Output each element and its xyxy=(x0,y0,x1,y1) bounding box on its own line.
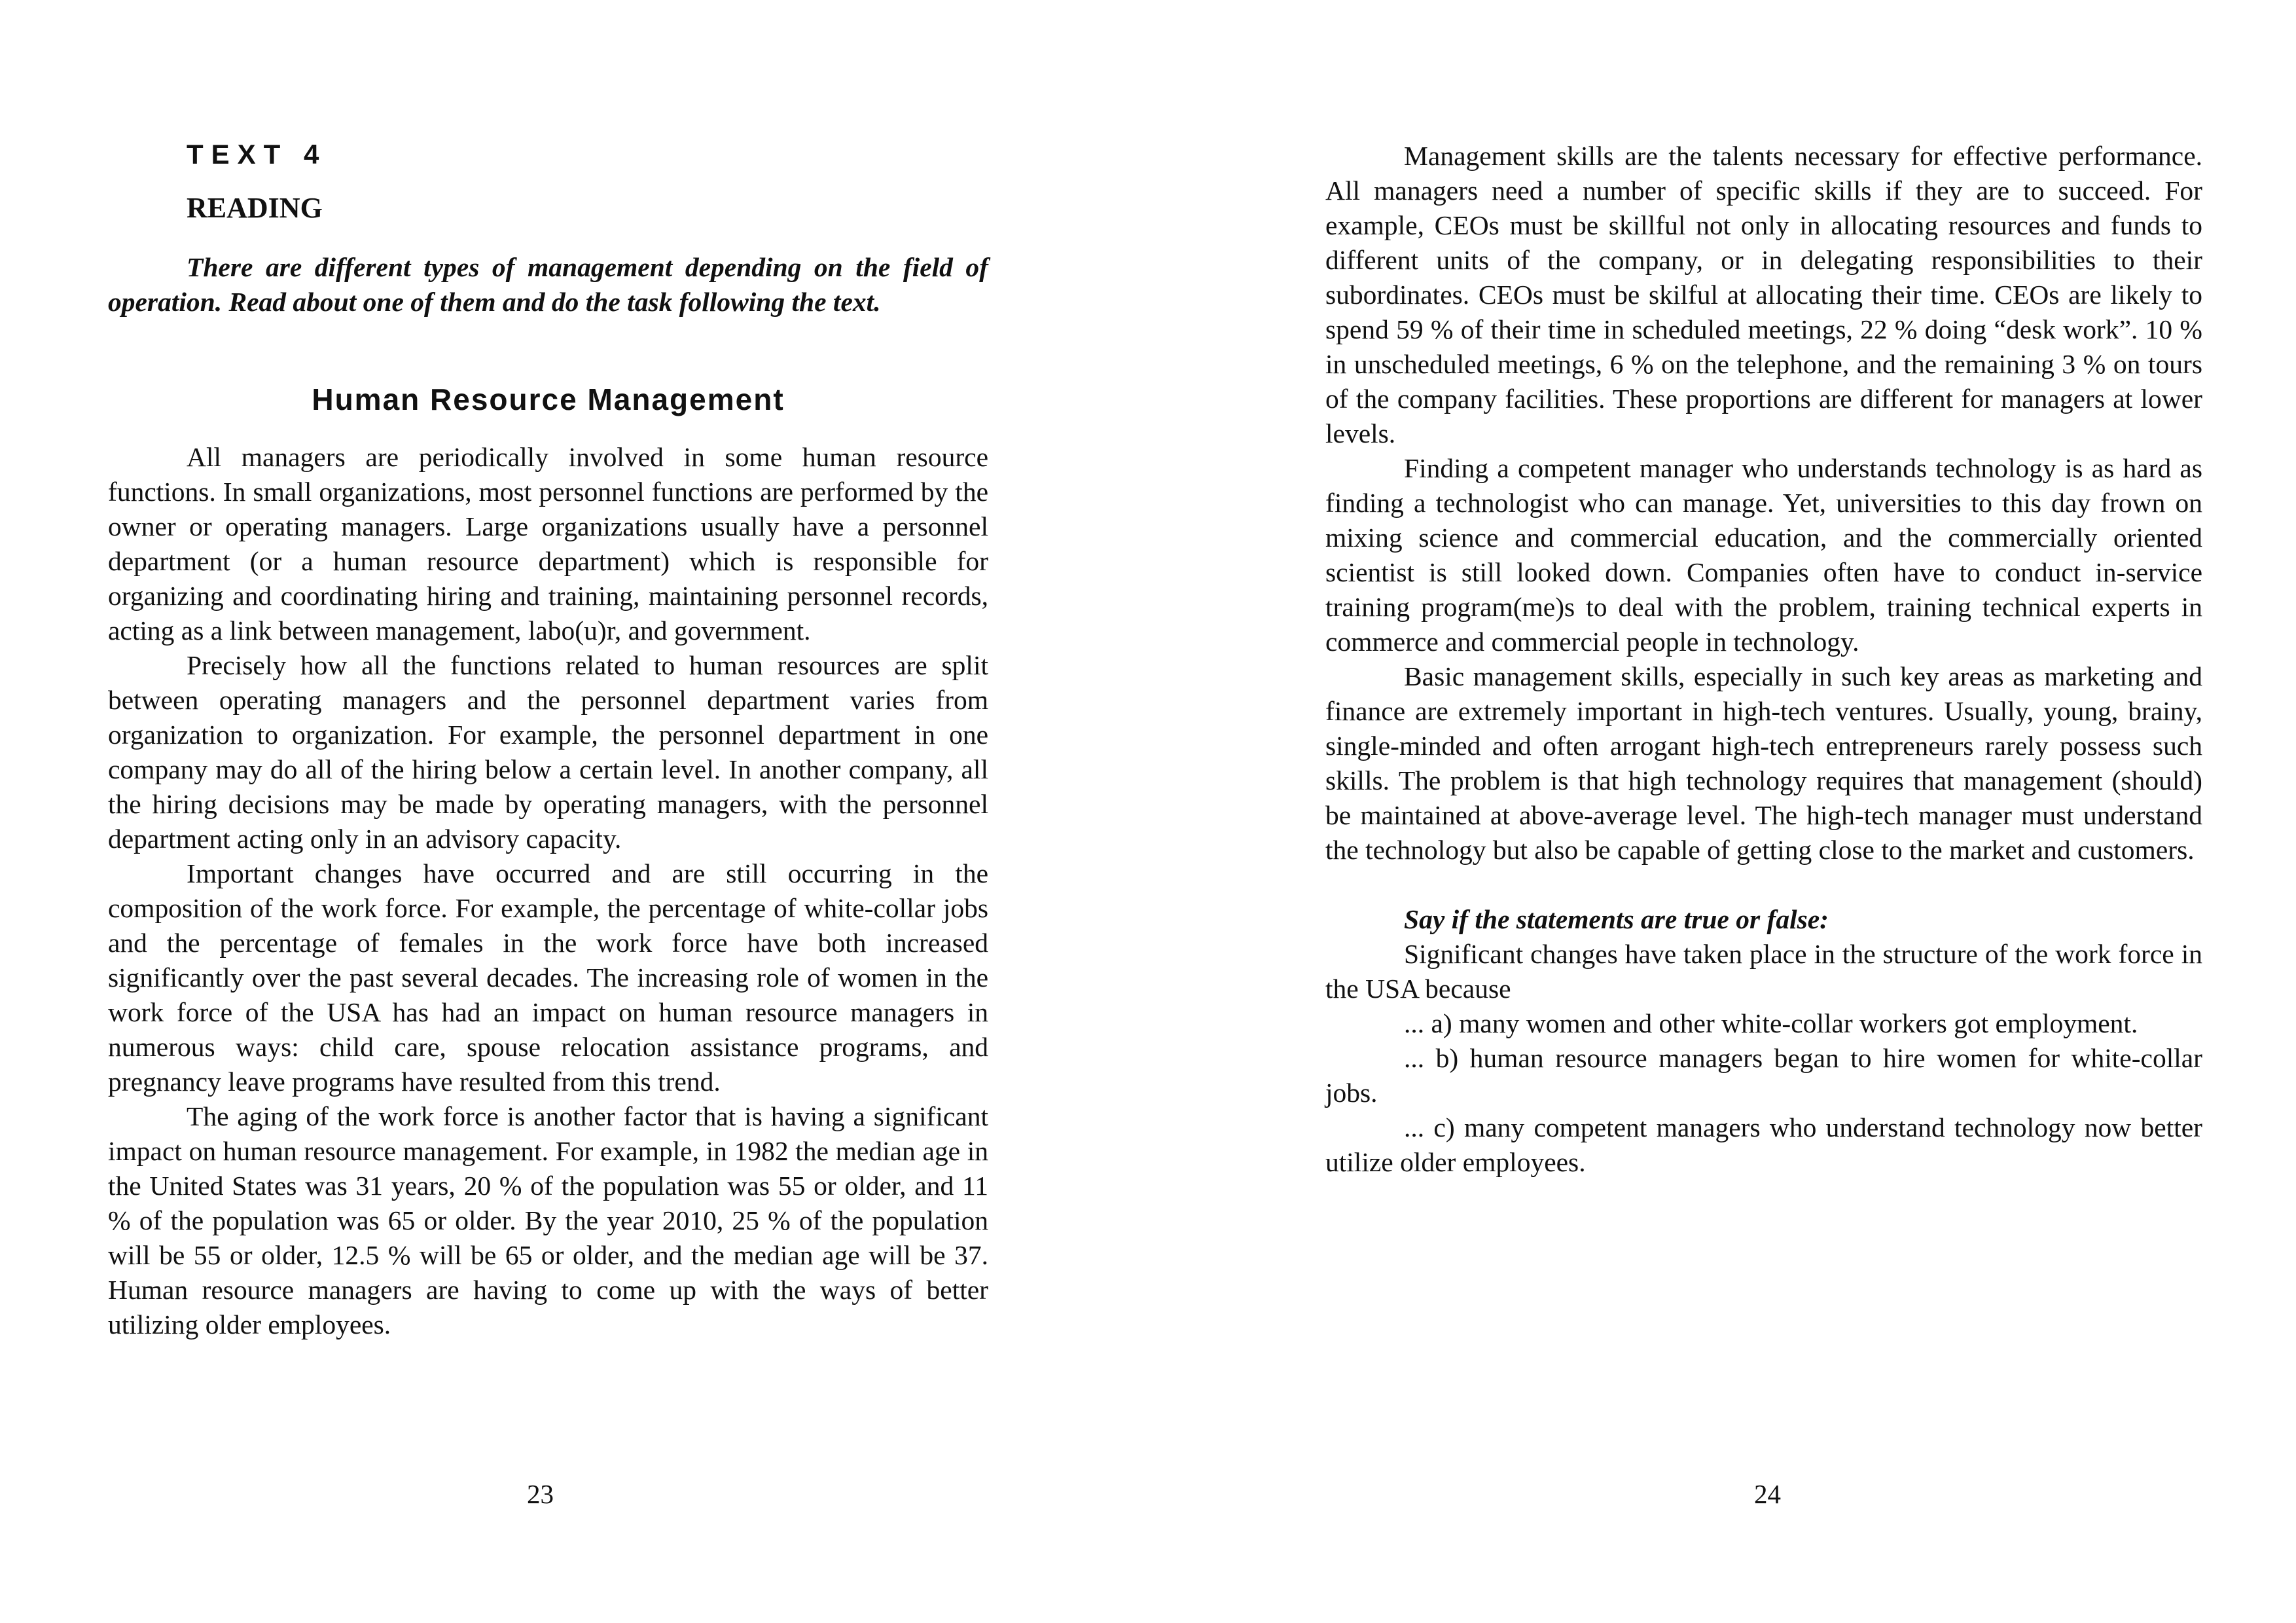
paragraph: All managers are periodically involved in some human resource functions. In small organizations, most personnel functions are performed by the owner or operating managers. Large organizations usually have a personnel department (or a human resource department) which is responsible for organizing and coordinating hiring and training, maintaining personnel records, acting as a link between management, labo(u)r, and government. xyxy=(108,442,988,646)
page-number: 24 xyxy=(1754,1479,1781,1509)
section-spacer xyxy=(1325,867,2202,902)
task-stem: Significant changes have taken place in the structure of the work force in the USA because xyxy=(1325,939,2202,1004)
paragraph: The aging of the work force is another factor that is having a significant impact on human resource management. For example, in 1982 the median age in the United States was 31 years, 20 % of the population was 55 or older, and 11 % of the population was 65 or older. By the year 2010, 25 % of the population will be 55 or older, 12.5 % will be 65 or older, and the median age will be 37. Human resource managers are having to come up with the ways of better utilizing older employees. xyxy=(108,1101,988,1340)
paragraph: Basic management skills, especially in such key areas as marketing and finance are extremely important in high-tech ventures. Usually, young, brainy, single-minded and often arrogant high-tech entrepreneurs rarely possess such skills. The problem is that high technology requires that management (should) be maintained at above-average level. The high-tech manager must understand the technology but also be capable of getting close to the market and customers. xyxy=(1325,661,2202,865)
article-title: Human Resource Management xyxy=(312,382,785,416)
task-statement: ... c) many competent managers who understand technology now better utilize older employees. xyxy=(1325,1112,2202,1177)
text-number-label: TEXT 4 xyxy=(187,139,327,170)
task-statement: ... a) many women and other white-collar workers got employment. xyxy=(1404,1008,2138,1038)
reading-instructions: There are different types of management depending on the field of operation. Read about one of them and do the task following the text. xyxy=(108,252,988,317)
article-continuation xyxy=(1325,139,2202,1180)
left-page xyxy=(108,0,988,1623)
task-statement: ... b) human resource managers began to hire women for white-collar jobs. xyxy=(1325,1043,2202,1108)
paragraph: Precisely how all the functions related to human resources are split between operating managers and the personnel department varies from organization to organization. For example, the personnel department in one company may do all of the hiring below a certain level. In another company, all the hiring decisions may be made by operating managers, with the personnel department acting only in an advisory capacity. xyxy=(108,650,988,854)
task-title: Say if the statements are true or false: xyxy=(1404,904,1829,934)
reading-section-heading: READING xyxy=(187,192,323,224)
paragraph: Important changes have occurred and are still occurring in the composition of the work force. For example, the percentage of white-collar jobs and the percentage of females in the work force have both increased significantly over the past several decades. The increasing role of women in the work force of the USA has had an impact on human resource managers in numerous ways: child care, spouse relocation assistance programs, and pregnancy leave programs have resulted from this trend. xyxy=(108,858,988,1097)
right-page xyxy=(1325,0,2202,1623)
paragraph: Finding a competent manager who understands technology is as hard as finding a technologist who can manage. Yet, universities to this day frown on mixing science and commercial education, and the commercially oriented scientist is still looked down. Companies often have to conduct in-service training program(me)s to deal with the problem, training technical experts in commerce and commercial people in technology. xyxy=(1325,453,2202,657)
page-number: 23 xyxy=(527,1479,554,1509)
paragraph: Management skills are the talents necessary for effective performance. All managers need a number of specific skills if they are to succeed. For example, CEOs must be skillful not only in allocating resources and funds to different units of the company, or in delegating responsibilities to their subordinates. CEOs must be skilful at allocating their time. CEOs are likely to spend 59 % of their time in scheduled meetings, 22 % doing “desk work”. 10 % in unscheduled meetings, 6 % on the telephone, and the remaining 3 % on tours of the company facilities. These proportions are different for managers at lower levels. xyxy=(1325,141,2202,448)
article-body xyxy=(108,440,988,1342)
